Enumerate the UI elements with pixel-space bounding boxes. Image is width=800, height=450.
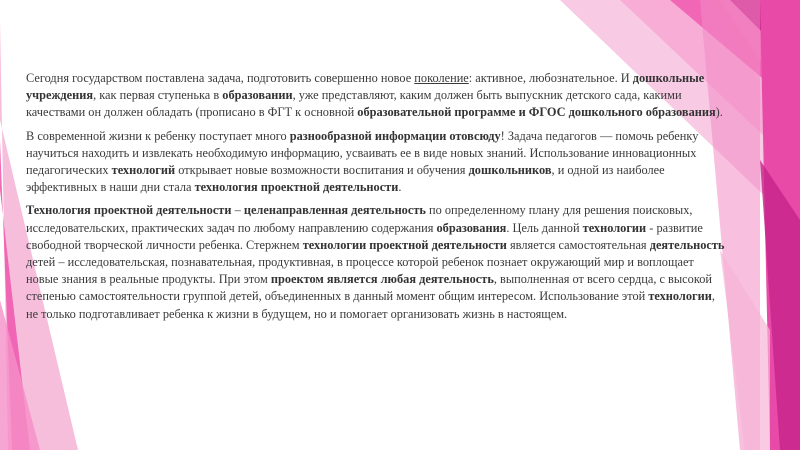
text-run: , выполненная от всего сердца, с высокой степенью самостоятельности группой детей, объединенных в данный момент общим интересом. Использование этой <box>26 272 712 304</box>
bold-term: разнообразной информации отовсюду <box>289 128 501 143</box>
text-run: ! Задача педагогов — помочь ребенку научиться находить и извлекать необходимую информацию, усваивать ее в виде новых знаний. Использование инновационных педагогических <box>26 128 699 178</box>
bold-term: целенаправленная деятельность <box>243 203 426 218</box>
bold-term: технологий <box>111 163 176 178</box>
text-run: – <box>231 203 244 218</box>
text-run: , как первая ступенька в <box>93 88 223 103</box>
bold-term: проектом является любая деятельность <box>270 272 494 287</box>
bold-term: образовании <box>222 88 293 103</box>
text-run: ). <box>715 105 723 120</box>
text-run: . Цель данной <box>506 220 583 235</box>
paragraph-2 <box>26 128 726 197</box>
text-run: , не только подготавливает ребенка к жизни в будущем, но и помогает организовать жизнь в настоящем. <box>26 289 715 321</box>
underlined-term: поколение <box>414 71 469 85</box>
text-run: . <box>398 180 402 195</box>
text-run: - развитие свободной творческой личности ребенка. Стержнем <box>26 220 703 252</box>
text-run: , и одной из наиболее эффективных в наши дни стала <box>26 163 665 195</box>
text-run: открывает новые возможности воспитания и обучения <box>175 163 469 178</box>
text-run: по определенному плану для решения поисковых, исследовательских, практических задач по любому направлению содержания <box>26 203 693 235</box>
text-run: : активное, любознательное. И <box>468 71 633 85</box>
paragraph-3 <box>26 202 726 322</box>
bold-term: технологии <box>582 220 647 235</box>
text-run: , уже представляют, каким должен быть выпускник детского сада, какими качествами он должен обладать (прописано в ФГТ к основной <box>26 88 682 120</box>
bold-term: Технология проектной деятельности <box>26 203 232 218</box>
text-run: является самостоятельная <box>506 237 650 252</box>
slide-body-text <box>26 70 726 329</box>
paragraph-1 <box>26 70 726 122</box>
text-run: детей – исследовательская, познавательная, продуктивная, в процессе которой ребенок познает окружающий мир и воплощает новые знания в реальные продукты. При этом <box>26 255 694 287</box>
bold-term: дошкольников <box>468 163 552 178</box>
bold-term: технологии <box>648 289 712 304</box>
bold-term: образования <box>436 220 507 235</box>
bold-term: технологии проектной деятельности <box>302 237 507 252</box>
bold-term: технология проектной деятельности <box>194 180 399 195</box>
text-run: В современной жизни к ребенку поступает много <box>26 128 290 143</box>
bold-term: дошкольные учреждения <box>26 71 705 103</box>
bold-term: образовательной программе и ФГОС дошкольного образования <box>357 105 716 120</box>
text-run: Сегодня государством поставлена задача, подготовить совершенно новое <box>26 71 415 85</box>
bold-term: деятельность <box>649 237 725 252</box>
